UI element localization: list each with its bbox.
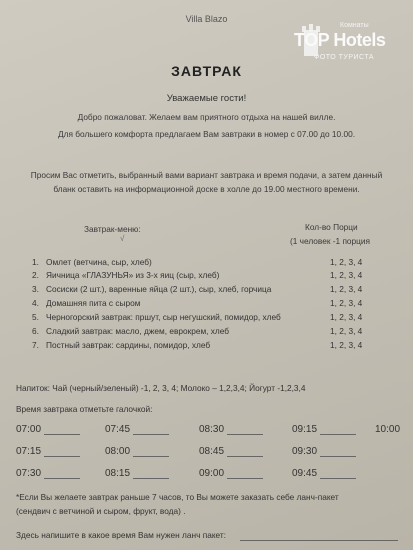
- time-option[interactable]: 09:00: [199, 468, 225, 479]
- time-option[interactable]: 10:00: [375, 424, 401, 435]
- time-option[interactable]: 09:15: [292, 424, 318, 435]
- time-option[interactable]: 08:00: [105, 446, 131, 457]
- time-label: Время завтрака отметьте галочкой:: [16, 404, 153, 414]
- menu-item-qty: 1, 2, 3, 4: [330, 270, 363, 280]
- menu-header: Завтрак-меню:: [84, 224, 141, 234]
- menu-item-qty: 1, 2, 3, 4: [330, 326, 363, 336]
- note-line-1: *Если Вы желаете завтрак раньше 7 часов, то Вы можете заказать себе ланч-пакет: [16, 492, 339, 502]
- menu-item: 1. Омлет (ветчина, сыр, хлеб): [32, 257, 152, 267]
- time-option[interactable]: 07:45: [105, 424, 131, 435]
- intro-line-2: Для большего комфорта предлагаем Вам завтраки в номер с 07.00 до 10.00.: [58, 129, 355, 139]
- hotel-name: Villa Blazo: [185, 14, 228, 24]
- menu-item: 2. Яичница «ГЛАЗУНЬЯ» из 3-х яиц (сыр, хлеб): [32, 270, 220, 280]
- note-line-2: (сендвич с ветчиной и сыром, фрукт, вода) .: [16, 506, 186, 516]
- menu-item-qty: 1, 2, 3, 4: [330, 340, 363, 350]
- time-option[interactable]: 09:30: [292, 446, 318, 457]
- watermark-main: TOP Hotels: [294, 30, 386, 50]
- page-title: ЗАВТРАК: [171, 63, 242, 79]
- intro-line-4: бланк оставить на информационной доске в холле до 19.00 местного времени.: [53, 184, 360, 194]
- greeting: Уважаемые гости!: [166, 93, 247, 104]
- menu-item-qty: 1, 2, 3, 4: [330, 284, 363, 294]
- time-option[interactable]: 07:30: [16, 468, 42, 479]
- menu-item-qty: 1, 2, 3, 4: [330, 257, 363, 267]
- time-option[interactable]: 09:45: [292, 468, 318, 479]
- time-option[interactable]: 08:45: [199, 446, 225, 457]
- menu-item: 6. Сладкий завтрак: масло, джем, еврокрем, хлеб: [32, 326, 230, 336]
- intro-line-1: Добро пожаловат. Желаем вам приятного отдыха на нашей вилле.: [77, 112, 336, 122]
- menu-item: 3. Сосиски (2 шт.), варенные яйца (2 шт.), сыр, хлеб, горчица: [32, 284, 272, 294]
- menu-item: 7. Постный завтрак: сардины, помидор, хлеб: [32, 340, 211, 350]
- menu-item-qty: 1, 2, 3, 4: [330, 312, 363, 322]
- menu-item: 4. Домашняя пита с сыром: [32, 298, 141, 308]
- lunch-pack-prompt: Здесь напишите в какое время Вам нужен ланч пакет:: [16, 530, 226, 540]
- menu-item: 5. Черногорский завтрак: пршут, сыр негушский, помидор, хлеб: [32, 312, 281, 322]
- time-option[interactable]: 08:30: [199, 424, 225, 435]
- time-option[interactable]: 07:00: [16, 424, 42, 435]
- drinks-line: Напиток: Чай (черный/зеленый) -1, 2, 3, 4; Молоко – 1,2,3,4; Йогурт -1,2,3,4: [16, 383, 306, 393]
- time-option[interactable]: 08:15: [105, 468, 131, 479]
- watermark-top: Комнаты: [340, 22, 369, 29]
- qty-subheader: (1 человек -1 порция: [290, 236, 371, 246]
- lunch-pack-field[interactable]: [240, 540, 398, 541]
- time-option[interactable]: 07:15: [16, 446, 42, 457]
- menu-item-qty: 1, 2, 3, 4: [330, 298, 363, 308]
- watermark-sub: ФОТО ТУРИСТА: [314, 54, 375, 61]
- qty-header: Кол-во Порци: [305, 222, 358, 232]
- intro-line-3: Просим Вас отметить, выбранный вами вариант завтрака и время подачи, а затем данный: [30, 170, 383, 180]
- handwritten-check: √: [120, 234, 125, 243]
